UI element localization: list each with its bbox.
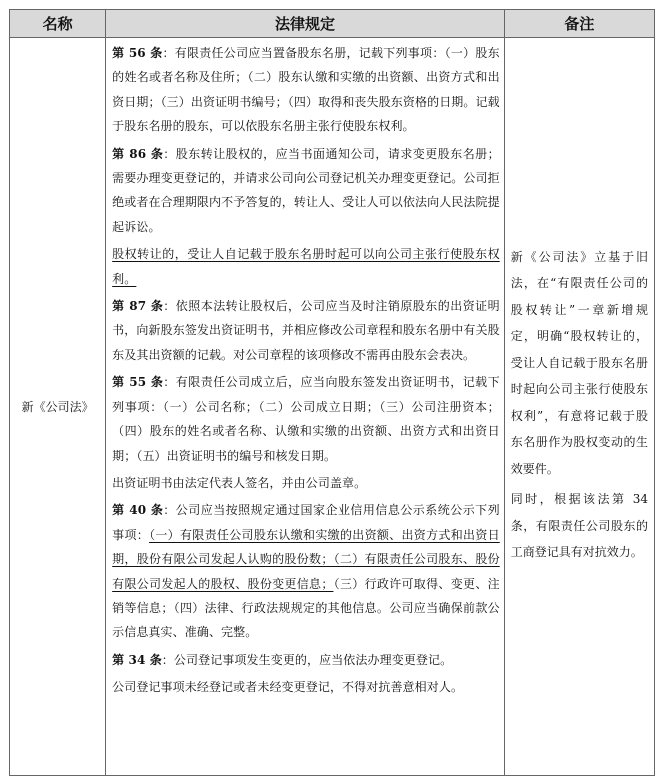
law-name-cell: 新《公司法》 xyxy=(10,38,106,776)
law-table xyxy=(9,9,655,776)
article-86-title: 第 86 条 xyxy=(112,146,164,161)
document-page xyxy=(9,9,655,775)
article-55-text: ：有限责任公司成立后，应当向股东签发出资证明书，记载下列事项：（一）公司名称；（二）公司成立日期；（三）公司注册资本；（四）股东的姓名或者名称、认缴和实缴的出资额、出资方式和出资日期；（五）出资证明书的编号和核发日期。 xyxy=(112,375,500,463)
article-40-text2: （三）行政许可取得、变更、注销等信息；（四）法律、行政法规规定的其他信息。公司应当确保前款公示信息真实、准确、完整。 xyxy=(112,576,500,640)
article-40-title: 第 40 条 xyxy=(112,503,164,518)
article-34-text2: 公司登记事项未经登记或者未经变更登记，不得对抗善意相对人。 xyxy=(112,680,464,695)
article-56-title: 第 56 条 xyxy=(112,46,163,60)
article-55-title: 第 55 条 xyxy=(112,375,164,390)
article-34 xyxy=(112,648,500,672)
article-40-text1: ：公司应当按照规定通过国家企业信用信息公示系统公示下列事项： xyxy=(112,503,500,542)
article-34-text: ：公司登记事项发生变更的，应当依法办理变更登记。 xyxy=(161,652,453,667)
article-87-title: 第 87 条 xyxy=(112,299,164,314)
table-row xyxy=(10,38,655,776)
header-row xyxy=(10,10,655,38)
note-paragraph-1: 新《公司法》立基于旧法，在“有限责任公司的股权转让”一章新增规定，明确“股权转让的，受让人自记载于股东名册时起向公司主张行使股东权利”，有意将记载于股东名册作为股权变动的生效要件。 xyxy=(510,249,648,476)
note-cell xyxy=(504,38,654,776)
article-56 xyxy=(112,41,500,139)
article-86-underlined-text: 股权转让的，受让人自记载于股东名册时起可以向公司主张行使股东权利。 xyxy=(112,247,500,286)
article-86-text: ：股东转让股权的，应当书面通知公司，请求变更股东名册；需要办理变更登记的，并请求公司向公司登记机关办理变更登记。公司拒绝或者在合理期限内不予答复的，转让人、受让人可以依法向人民法院提起诉讼。 xyxy=(112,146,500,234)
article-56-text: ：有限责任公司应当置备股东名册，记载下列事项：（一）股东的姓名或者名称及住所；（二）股东认缴和实缴的出资额、出资方式和出资日期；（三）出资证明书编号；（四）取得和丧失股东资格的日期。记载于股东名册的股东，可以依股东名册主张行使股东权利。 xyxy=(112,46,500,134)
header-law: 法律规定 xyxy=(106,10,505,38)
article-86-underlined xyxy=(112,242,500,291)
note-paragraph-2: 同时，根据该法第 34 条，有限责任公司股东的工商登记具有对抗效力。 xyxy=(510,492,648,559)
article-87-text: ：依照本法转让股权后，公司应当及时注销原股东的出资证明书，向新股东签发出资证明书，并相应修改公司章程和股东名册中有关股东及其出资额的记载。对公司章程的该项修改不需再由股东会表决。 xyxy=(112,299,500,362)
law-provisions-cell xyxy=(106,38,505,776)
article-34-extra xyxy=(112,675,500,699)
article-40-underlined: （一）有限责任公司股东认缴和实缴的出资额、出资方式和出资日期，股份有限公司发起人认购的股份数；（二）有限责任公司股东、股份有限公司发起人的股权、股份变更信息； xyxy=(112,527,500,591)
header-name: 名称 xyxy=(10,10,106,38)
article-86 xyxy=(112,142,500,240)
article-55-text2: 出资证明书由法定代表人签名，并由公司盖章。 xyxy=(112,475,367,490)
header-note: 备注 xyxy=(504,10,654,38)
article-55-extra xyxy=(112,471,500,495)
article-87 xyxy=(112,294,500,367)
article-40 xyxy=(112,498,500,644)
article-55 xyxy=(112,370,500,468)
article-34-title: 第 34 条 xyxy=(112,652,162,667)
